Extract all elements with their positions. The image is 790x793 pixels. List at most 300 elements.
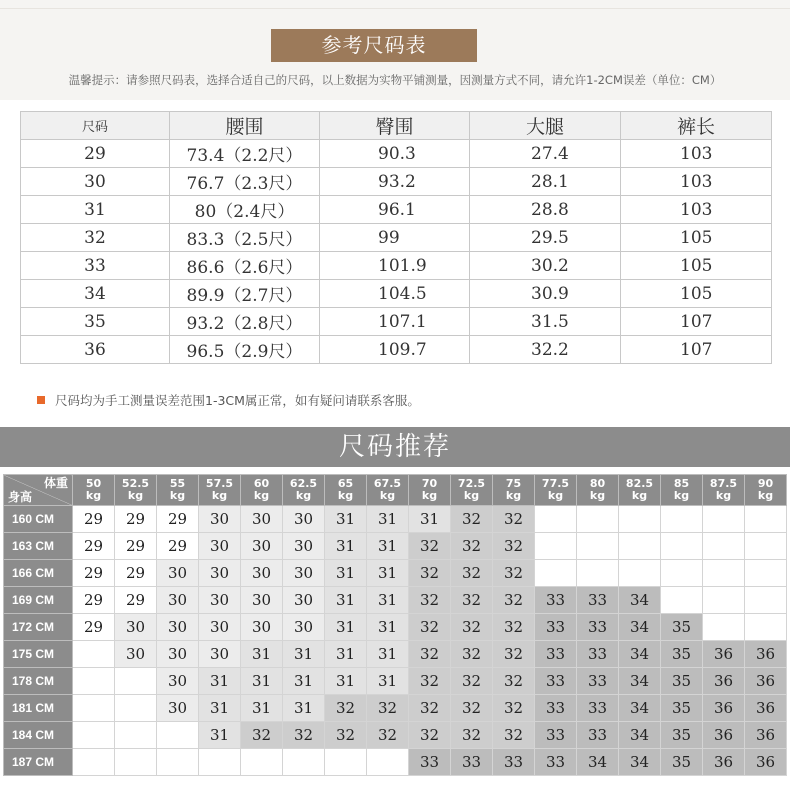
header-length: 裤长 (621, 112, 772, 140)
weight-value: 72.5 (457, 477, 486, 490)
table-cell: 101.9 (320, 252, 470, 280)
size-cell: 32 (493, 560, 535, 587)
size-cell: 36 (745, 668, 787, 695)
weight-label: 体重 (43, 476, 68, 490)
weight-value: 75 (505, 477, 522, 490)
size-cell: 29 (73, 587, 115, 614)
size-cell: 29 (157, 506, 199, 533)
table-row (21, 224, 772, 252)
weight-value: 60 (253, 477, 270, 490)
table-cell: 103 (621, 140, 772, 168)
size-cell: 31 (325, 587, 367, 614)
weight-unit: kg (757, 489, 774, 502)
size-cell (73, 668, 115, 695)
size-cell: 30 (241, 506, 283, 533)
table-row (4, 587, 787, 614)
height-cell: 178 CM (4, 668, 73, 695)
weight-header-cell (73, 475, 115, 506)
size-cell (73, 695, 115, 722)
weight-unit: kg (253, 489, 270, 502)
size-cell: 30 (157, 587, 199, 614)
size-cell: 34 (619, 695, 661, 722)
size-cell: 34 (619, 722, 661, 749)
table-cell: 90.3 (320, 140, 470, 168)
weight-header-cell (157, 475, 199, 506)
size-cell: 30 (283, 560, 325, 587)
reference-size-table (20, 111, 772, 364)
size-cell (661, 560, 703, 587)
size-cell: 34 (619, 749, 661, 776)
table-cell: 83.3（2.5尺） (170, 224, 320, 252)
size-cell: 32 (451, 587, 493, 614)
size-cell: 30 (157, 668, 199, 695)
table-cell: 99 (320, 224, 470, 252)
weight-value: 67.5 (373, 477, 402, 490)
weight-header-cell (703, 475, 745, 506)
size-cell (703, 533, 745, 560)
bullet-square-icon (37, 396, 45, 404)
size-cell: 32 (451, 506, 493, 533)
height-cell: 187 CM (4, 749, 73, 776)
height-cell: 160 CM (4, 506, 73, 533)
size-cell: 32 (451, 695, 493, 722)
size-cell: 36 (703, 722, 745, 749)
size-cell: 29 (73, 560, 115, 587)
size-cell: 29 (115, 533, 157, 560)
table-cell: 30.9 (470, 280, 621, 308)
weight-unit: kg (463, 489, 480, 502)
size-cell: 32 (493, 695, 535, 722)
size-cell: 30 (283, 587, 325, 614)
size-cell: 33 (577, 614, 619, 641)
weight-header-cell (325, 475, 367, 506)
size-cell (703, 614, 745, 641)
size-cell: 30 (199, 560, 241, 587)
table-row (21, 280, 772, 308)
height-cell: 172 CM (4, 614, 73, 641)
size-cell: 32 (409, 641, 451, 668)
size-cell: 30 (199, 533, 241, 560)
table-row (4, 614, 787, 641)
weight-unit: kg (337, 489, 354, 502)
size-cell: 32 (451, 668, 493, 695)
size-cell: 31 (325, 533, 367, 560)
size-cell: 31 (409, 506, 451, 533)
size-cell: 29 (157, 533, 199, 560)
weight-header-cell (283, 475, 325, 506)
table-cell: 35 (21, 308, 170, 336)
size-cell: 32 (451, 722, 493, 749)
size-cell: 30 (241, 560, 283, 587)
size-cell: 30 (241, 533, 283, 560)
height-cell: 175 CM (4, 641, 73, 668)
size-cell: 33 (577, 668, 619, 695)
size-cell: 29 (73, 614, 115, 641)
size-cell: 29 (115, 587, 157, 614)
weight-header-row (4, 475, 787, 506)
table-row (21, 140, 772, 168)
weight-value: 70 (421, 477, 438, 490)
size-cell: 30 (115, 641, 157, 668)
size-cell: 31 (367, 641, 409, 668)
size-cell (661, 506, 703, 533)
table-cell: 93.2（2.8尺） (170, 308, 320, 336)
size-cell: 35 (661, 668, 703, 695)
size-cell: 30 (199, 587, 241, 614)
size-cell: 33 (535, 749, 577, 776)
weight-header-cell (535, 475, 577, 506)
table-cell: 105 (621, 252, 772, 280)
size-cell: 30 (241, 614, 283, 641)
height-cell: 181 CM (4, 695, 73, 722)
header-hip: 臀围 (320, 112, 470, 140)
size-cell (577, 506, 619, 533)
size-cell: 32 (451, 533, 493, 560)
size-cell (367, 749, 409, 776)
size-cell: 36 (745, 749, 787, 776)
size-cell: 32 (409, 587, 451, 614)
size-cell (241, 749, 283, 776)
size-cell (73, 641, 115, 668)
size-cell (115, 668, 157, 695)
size-cell: 33 (577, 695, 619, 722)
size-cell: 30 (115, 614, 157, 641)
table-row (4, 722, 787, 749)
size-cell: 30 (157, 641, 199, 668)
measurement-note (37, 391, 420, 409)
size-cell: 34 (619, 614, 661, 641)
header-waist: 腰围 (170, 112, 320, 140)
size-cell: 31 (283, 641, 325, 668)
size-cell (661, 533, 703, 560)
table-row (4, 695, 787, 722)
size-cell: 36 (703, 749, 745, 776)
table-cell: 105 (621, 224, 772, 252)
table-cell: 31 (21, 196, 170, 224)
size-cell: 32 (409, 560, 451, 587)
measurement-tip: 温馨提示：请参照尺码表，选择合适自己的尺码，以上数据为实物平铺测量，因测量方式不同，请允许1-2CM误差（单位：CM） (68, 73, 722, 87)
table-cell: 109.7 (320, 336, 470, 364)
table-cell: 31.5 (470, 308, 621, 336)
table-cell: 89.9（2.7尺） (170, 280, 320, 308)
size-cell: 32 (493, 506, 535, 533)
size-cell: 29 (115, 560, 157, 587)
weight-header-cell (409, 475, 451, 506)
table-row (4, 533, 787, 560)
size-recommend-title: 尺码推荐 (0, 427, 790, 467)
header-area (0, 0, 790, 100)
height-cell: 163 CM (4, 533, 73, 560)
weight-unit: kg (295, 489, 312, 502)
table-cell: 32 (21, 224, 170, 252)
size-cell (73, 749, 115, 776)
weight-unit: kg (211, 489, 228, 502)
table-cell: 32.2 (470, 336, 621, 364)
size-cell (661, 587, 703, 614)
size-cell (745, 587, 787, 614)
weight-value: 57.5 (205, 477, 234, 490)
size-cell: 31 (199, 722, 241, 749)
size-cell: 31 (241, 641, 283, 668)
size-cell (115, 695, 157, 722)
table-row (4, 668, 787, 695)
weight-header-cell (619, 475, 661, 506)
weight-unit: kg (715, 489, 732, 502)
weight-unit: kg (169, 489, 186, 502)
weight-header-cell (451, 475, 493, 506)
size-cell: 34 (577, 749, 619, 776)
size-cell (703, 587, 745, 614)
size-cell (157, 722, 199, 749)
size-cell: 29 (73, 506, 115, 533)
size-cell: 31 (325, 614, 367, 641)
height-label: 身高 (8, 490, 33, 504)
table-cell: 107.1 (320, 308, 470, 336)
table-cell: 73.4（2.2尺） (170, 140, 320, 168)
size-cell: 32 (241, 722, 283, 749)
size-cell: 31 (283, 695, 325, 722)
table-row (4, 560, 787, 587)
size-cell (535, 560, 577, 587)
table-cell: 29.5 (470, 224, 621, 252)
size-cell: 36 (745, 722, 787, 749)
reference-header-row (21, 112, 772, 140)
size-cell: 32 (493, 668, 535, 695)
size-cell (157, 749, 199, 776)
table-row (21, 336, 772, 364)
weight-header-cell (367, 475, 409, 506)
size-cell (703, 506, 745, 533)
size-cell: 30 (157, 560, 199, 587)
top-divider (0, 8, 790, 9)
size-cell: 32 (493, 533, 535, 560)
table-cell: 28.1 (470, 168, 621, 196)
size-cell: 31 (325, 668, 367, 695)
table-cell: 105 (621, 280, 772, 308)
table-row (21, 196, 772, 224)
size-cell: 31 (199, 695, 241, 722)
size-cell: 33 (535, 641, 577, 668)
height-cell: 184 CM (4, 722, 73, 749)
size-cell: 32 (367, 722, 409, 749)
size-chart-title: 参考尺码表 (271, 29, 477, 62)
table-cell: 96.5（2.9尺） (170, 336, 320, 364)
table-cell: 36 (21, 336, 170, 364)
header-thigh: 大腿 (470, 112, 621, 140)
weight-unit: kg (631, 489, 648, 502)
size-cell (115, 749, 157, 776)
size-cell: 32 (325, 695, 367, 722)
weight-header-cell (577, 475, 619, 506)
weight-unit: kg (127, 489, 144, 502)
size-cell (577, 533, 619, 560)
table-row (21, 168, 772, 196)
weight-value: 85 (673, 477, 690, 490)
table-cell: 93.2 (320, 168, 470, 196)
size-cell: 33 (577, 587, 619, 614)
weight-unit: kg (85, 489, 102, 502)
table-cell: 107 (621, 308, 772, 336)
size-cell: 32 (451, 560, 493, 587)
size-cell: 33 (577, 641, 619, 668)
size-cell: 32 (493, 722, 535, 749)
size-cell: 31 (367, 560, 409, 587)
note-text: 尺码均为手工测量误差范围1-3CM属正常，如有疑问请联系客服。 (55, 393, 420, 408)
size-recommend-grid (3, 474, 787, 776)
table-cell: 86.6（2.6尺） (170, 252, 320, 280)
size-cell (745, 506, 787, 533)
weight-header-cell (199, 475, 241, 506)
weight-value: 50 (85, 477, 102, 490)
size-cell: 33 (535, 722, 577, 749)
corner-header (4, 475, 73, 506)
table-cell: 76.7（2.3尺） (170, 168, 320, 196)
size-cell: 32 (367, 695, 409, 722)
weight-header-cell (493, 475, 535, 506)
size-cell: 35 (661, 749, 703, 776)
table-row (4, 641, 787, 668)
size-cell: 32 (451, 614, 493, 641)
size-cell (745, 533, 787, 560)
size-cell: 34 (619, 587, 661, 614)
weight-unit: kg (547, 489, 564, 502)
weight-value: 80 (589, 477, 606, 490)
size-cell: 32 (409, 722, 451, 749)
weight-unit: kg (505, 489, 522, 502)
size-cell: 33 (493, 749, 535, 776)
table-cell: 80（2.4尺） (170, 196, 320, 224)
size-cell: 36 (745, 695, 787, 722)
table-row (21, 252, 772, 280)
size-cell: 32 (283, 722, 325, 749)
size-cell: 31 (325, 506, 367, 533)
size-cell: 36 (745, 641, 787, 668)
weight-value: 87.5 (709, 477, 738, 490)
size-cell: 32 (493, 587, 535, 614)
size-cell: 33 (409, 749, 451, 776)
size-cell: 31 (199, 668, 241, 695)
size-cell: 30 (199, 614, 241, 641)
table-row (4, 506, 787, 533)
size-cell: 32 (409, 614, 451, 641)
size-cell: 32 (325, 722, 367, 749)
size-cell (535, 506, 577, 533)
weight-value: 82.5 (625, 477, 654, 490)
table-cell: 33 (21, 252, 170, 280)
size-cell: 33 (535, 587, 577, 614)
size-cell (619, 560, 661, 587)
table-cell: 28.8 (470, 196, 621, 224)
weight-unit: kg (673, 489, 690, 502)
size-cell (115, 722, 157, 749)
size-cell: 31 (367, 587, 409, 614)
size-cell: 31 (241, 695, 283, 722)
weight-unit: kg (379, 489, 396, 502)
size-cell: 34 (619, 668, 661, 695)
size-cell (745, 560, 787, 587)
weight-header-cell (241, 475, 283, 506)
weight-value: 52.5 (121, 477, 150, 490)
table-row (4, 749, 787, 776)
weight-header-cell (661, 475, 703, 506)
size-cell: 33 (451, 749, 493, 776)
size-cell: 32 (409, 533, 451, 560)
table-cell: 30.2 (470, 252, 621, 280)
size-cell: 31 (241, 668, 283, 695)
weight-value: 55 (169, 477, 186, 490)
size-cell: 30 (199, 506, 241, 533)
weight-value: 65 (337, 477, 354, 490)
table-row (21, 308, 772, 336)
size-cell: 31 (325, 641, 367, 668)
size-cell (73, 722, 115, 749)
weight-unit: kg (589, 489, 606, 502)
table-cell: 30 (21, 168, 170, 196)
size-cell: 31 (367, 668, 409, 695)
weight-unit: kg (421, 489, 438, 502)
size-cell: 30 (199, 641, 241, 668)
size-cell: 32 (493, 614, 535, 641)
size-cell: 31 (367, 506, 409, 533)
table-cell: 103 (621, 168, 772, 196)
table-cell: 34 (21, 280, 170, 308)
size-cell: 32 (451, 641, 493, 668)
size-cell (283, 749, 325, 776)
size-cell: 36 (703, 668, 745, 695)
size-cell (745, 614, 787, 641)
size-cell (535, 533, 577, 560)
size-cell: 30 (157, 614, 199, 641)
size-cell: 32 (409, 695, 451, 722)
size-cell: 32 (409, 668, 451, 695)
size-cell: 31 (325, 560, 367, 587)
size-cell: 33 (577, 722, 619, 749)
size-cell: 30 (157, 695, 199, 722)
weight-header-cell (745, 475, 787, 506)
table-cell: 96.1 (320, 196, 470, 224)
size-cell: 30 (241, 587, 283, 614)
size-cell (199, 749, 241, 776)
size-cell: 35 (661, 641, 703, 668)
size-cell: 31 (367, 614, 409, 641)
table-cell: 103 (621, 196, 772, 224)
table-cell: 27.4 (470, 140, 621, 168)
size-cell: 29 (115, 506, 157, 533)
size-cell (577, 560, 619, 587)
weight-value: 62.5 (289, 477, 318, 490)
header-size: 尺码 (21, 112, 170, 140)
table-cell: 107 (621, 336, 772, 364)
size-cell: 30 (283, 533, 325, 560)
size-cell: 29 (73, 533, 115, 560)
size-cell: 30 (283, 506, 325, 533)
weight-value: 90 (757, 477, 774, 490)
weight-value: 77.5 (541, 477, 570, 490)
table-cell: 104.5 (320, 280, 470, 308)
weight-header-cell (115, 475, 157, 506)
size-cell (619, 533, 661, 560)
height-cell: 166 CM (4, 560, 73, 587)
size-cell: 33 (535, 668, 577, 695)
size-cell: 30 (283, 614, 325, 641)
size-cell: 33 (535, 614, 577, 641)
size-cell: 32 (493, 641, 535, 668)
size-cell: 31 (283, 668, 325, 695)
size-cell: 36 (703, 695, 745, 722)
size-cell: 35 (661, 695, 703, 722)
height-cell: 169 CM (4, 587, 73, 614)
size-cell (325, 749, 367, 776)
